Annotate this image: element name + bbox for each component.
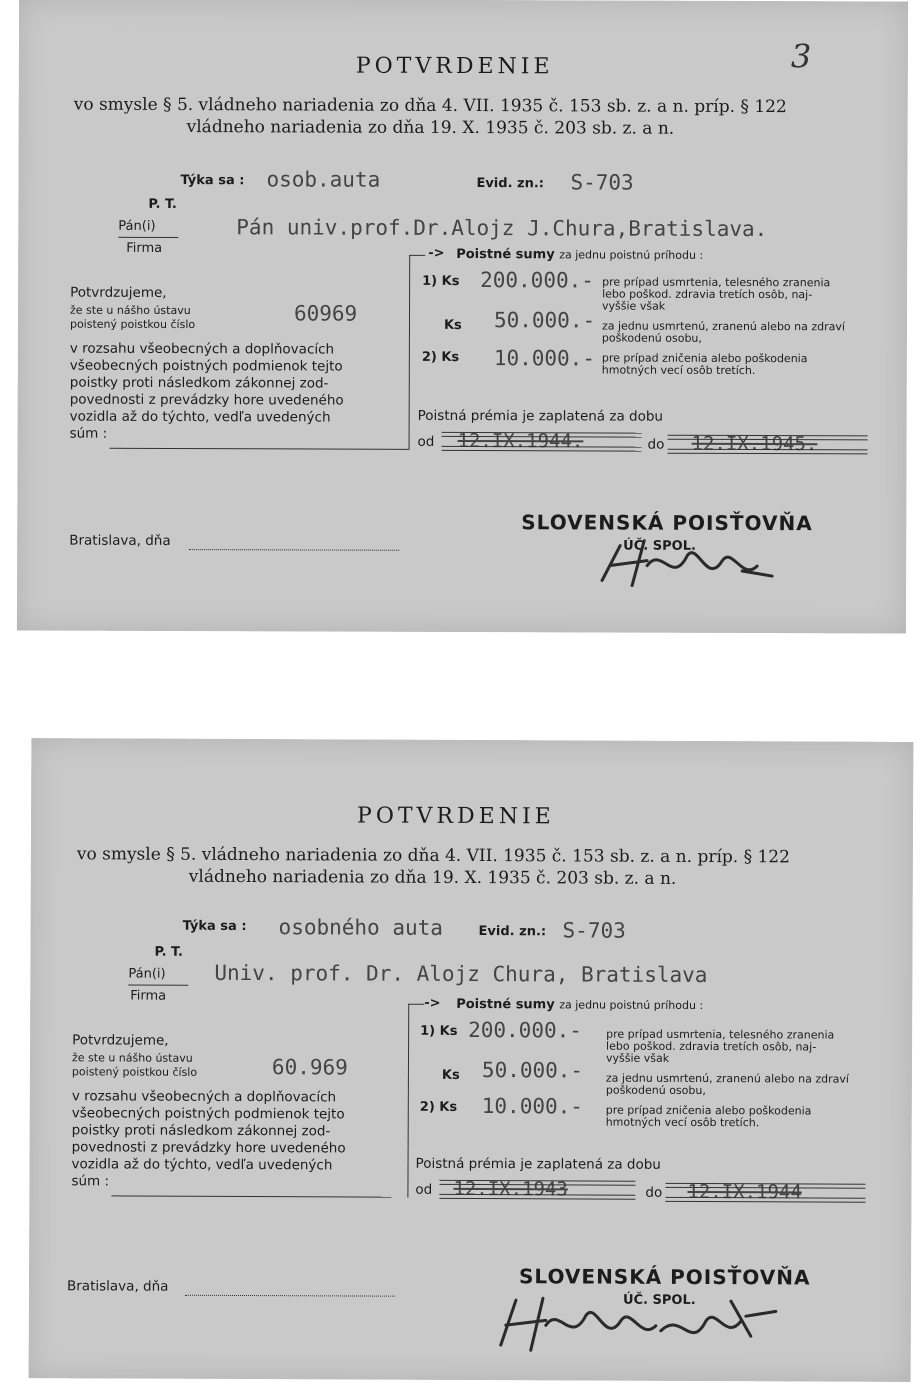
sum2-value: 10.000.-: [493, 346, 596, 371]
premium-text: Poistná prémia je zaplatená za dobu: [415, 1155, 661, 1173]
sum1b-desc: za jednu usmrtenú, zranenú alebo na zdraví poškodenú osobu,: [601, 319, 845, 345]
owner-value: Univ. prof. Dr. Alojz Chura, Bratislava: [214, 960, 708, 988]
pt-label: P. T.: [148, 196, 177, 213]
sum1b-value: 50.000.-: [493, 308, 596, 333]
evid-label: Evid. zn.:: [476, 176, 545, 192]
sum1-value: 200.000.-: [468, 1017, 582, 1043]
firma-label: Firma: [126, 240, 163, 256]
legal-reference-line-2: vládneho nariadenia zo dňa 19. X. 1935 č. 203 sb. z. a n.: [186, 117, 675, 139]
sum2-desc: pre prípad zničenia alebo poškodenia hmotných vecí osôb tretích.: [601, 351, 808, 378]
company-sub: ÚČ. SPOL.: [623, 538, 696, 554]
ze-ste-line-1: že ste u nášho ústavu: [69, 303, 191, 318]
pan-label: Pán(i): [118, 218, 156, 234]
ze-ste-line-1: že ste u nášho ústavu: [71, 1051, 193, 1065]
premium-text: Poistná prémia je zaplatená za dobu: [417, 407, 664, 425]
bratislava-date-label: Bratislava, dňa: [66, 1278, 169, 1295]
pan-label: Pán(i): [128, 966, 166, 982]
ze-ste-line-2: poistený poistkou číslo: [71, 1065, 198, 1079]
firma-label: Firma: [130, 988, 167, 1004]
legal-reference-line-1: vo smysle § 5. vládneho nariadenia zo dňa 4. VII. 1935 č. 153 sb. z. a n. príp. § 122: [76, 844, 790, 868]
certificate-title: POTVRDENIE: [357, 803, 555, 830]
scope-text: v rozsahu všeobecných a doplňovacích všeobecných poistných podmienok tejto poistky proti následkom zákonnej zod- povednosti z prevádzky hore uvedeného vozidla až do týchto, vedľa uvedených súm :: [71, 1088, 346, 1190]
policy-number: 60969: [293, 301, 358, 326]
company-name: SLOVENSKÁ POISŤOVŇA: [519, 1264, 811, 1290]
sum1b-label: Ks: [441, 1067, 460, 1083]
scope-text: v rozsahu všeobecných a doplňovacích všeobecných poistných podmienok tejto poistky proti následkom zákonnej zod- povednosti z prevádzky hore uvedeného vozidla až do týchto, vedľa uvedených súm :: [69, 340, 344, 442]
company-name: SLOVENSKÁ POISŤOVŇA: [521, 510, 813, 536]
sums-header: Poistné sumy za jednu poistnú príhodu :: [456, 246, 704, 263]
company-sub: ÚČ. SPOL.: [622, 1292, 696, 1308]
od-value: 12.IX.1944.: [457, 429, 584, 453]
do-value: 12.IX.1945.: [691, 432, 818, 456]
legal-reference-line-1: vo smysle § 5. vládneho nariadenia zo dňa 4. VII. 1935 č. 153 sb. z. a n. príp. § 122: [73, 94, 787, 118]
do-value: 12.IX.1944: [687, 1180, 802, 1204]
policy-number: 60.969: [271, 1055, 348, 1080]
evid-value: S-703: [570, 170, 634, 195]
ze-ste-line-2: poistený poistkou číslo: [69, 317, 196, 332]
do-label: do: [647, 436, 665, 453]
arrow: ->: [428, 245, 445, 261]
sum2-label: 2) Ks: [419, 1099, 458, 1115]
sum1-desc: pre prípad usmrtenia, telesného zranenia lebo poškod. zdravia tretích osôb, naj- vyššie však: [602, 275, 831, 313]
signature-1: [592, 525, 792, 596]
sum1-value: 200.000.-: [480, 268, 594, 293]
owner-value: Pán univ.prof.Dr.Alojz J.Chura,Bratislava.: [236, 215, 768, 242]
bratislava-date-label: Bratislava, dňa: [69, 532, 171, 549]
tyka-value: osob.auta: [266, 167, 381, 192]
handwritten-number: 3: [790, 37, 812, 76]
sum1b-label: Ks: [443, 317, 462, 333]
insurance-certificate-2: [29, 738, 914, 1382]
insurance-certificate-1: [17, 0, 908, 634]
potvrdzujeme: Potvrdzujeme,: [72, 1032, 169, 1049]
sum2-desc: pre prípad zničenia alebo poškodenia hmotných vecí osôb tretích.: [605, 1103, 812, 1130]
signature-2: [491, 1280, 791, 1361]
od-label: od: [415, 1181, 433, 1198]
do-label: do: [645, 1184, 663, 1201]
evid-value: S-703: [562, 918, 626, 943]
sum1-desc: pre prípad usmrtenia, telesného zranenia lebo poškod. zdravia tretích osôb, naj- vyššie však: [605, 1027, 835, 1065]
tyka-label: Týka sa :: [180, 173, 245, 189]
tyka-value: osobného auta: [278, 915, 444, 940]
od-value: 12.IX.1943: [453, 1177, 568, 1201]
certificate-title: POTVRDENIE: [355, 53, 554, 80]
sums-header: Poistné sumy za jednu poistnú príhodu :: [456, 996, 704, 1013]
tyka-label: Týka sa :: [182, 918, 247, 935]
legal-reference-line-2: vládneho nariadenia zo dňa 19. X. 1935 č. 203 sb. z. a n.: [188, 866, 677, 889]
potvrdzujeme: Potvrdzujeme,: [70, 284, 167, 301]
arrow: ->: [424, 995, 441, 1011]
sum2-label: 2) Ks: [421, 349, 460, 365]
evid-label: Evid. zn.:: [478, 924, 547, 940]
sum1-label: 1) Ks: [422, 273, 460, 289]
sum1b-desc: za jednu usmrtenú, zranenú alebo na zdraví poškodenú osobu,: [605, 1071, 849, 1098]
pt-label: P. T.: [154, 944, 183, 960]
sum2-value: 10.000.-: [481, 1094, 584, 1119]
sum1-label: 1) Ks: [420, 1023, 458, 1039]
od-label: od: [417, 433, 435, 450]
sum1b-value: 50.000.-: [481, 1058, 584, 1083]
